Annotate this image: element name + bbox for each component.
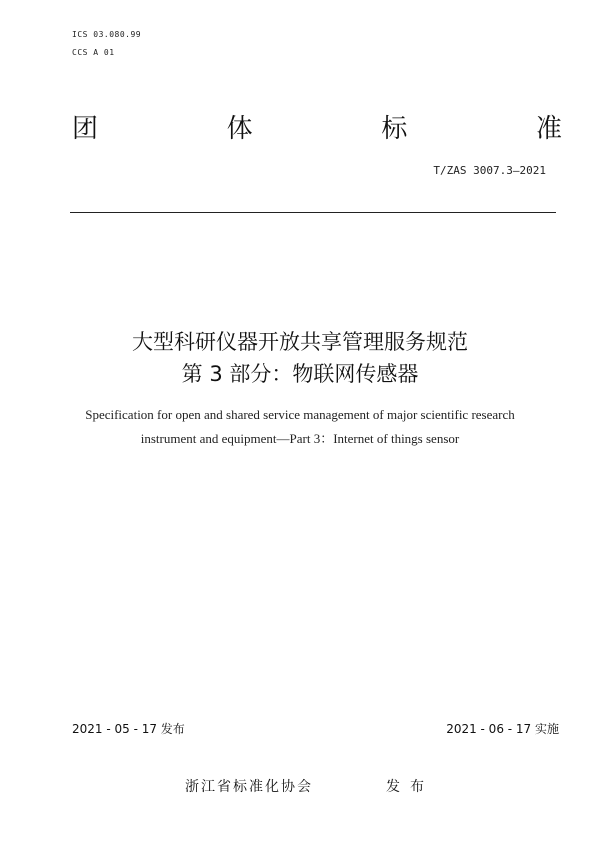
- standard-number: T/ZAS 3007.3—2021: [433, 164, 546, 177]
- ics-code: ICS 03.080.99: [72, 30, 142, 39]
- standard-type-heading: [72, 112, 562, 146]
- title-english-line-1: Specification for open and shared service management of major scientific research: [85, 407, 515, 422]
- publisher-name: 浙江省标准化协会: [185, 779, 313, 795]
- ccs-code: CCS A 01: [72, 48, 115, 57]
- publish-action: 发布: [386, 779, 434, 795]
- header-divider: [70, 212, 556, 213]
- standard-type-char: 团: [72, 114, 99, 144]
- standard-type-char: 准: [535, 114, 562, 144]
- title-english-line-2: instrument and equipment—Part 3：Internet of things sensor: [140, 431, 460, 446]
- standard-type-char: 标: [381, 114, 408, 144]
- title-chinese-line-1: 大型科研仪器开放共享管理服务规范: [132, 330, 468, 354]
- standard-type-char: 体: [226, 114, 253, 144]
- issue-date: 2021 - 05 - 17 发布: [72, 722, 185, 736]
- title-chinese-line-2: 第 3 部分：物联网传感器: [181, 362, 419, 386]
- implementation-date: 2021 - 06 - 17 实施: [446, 722, 559, 736]
